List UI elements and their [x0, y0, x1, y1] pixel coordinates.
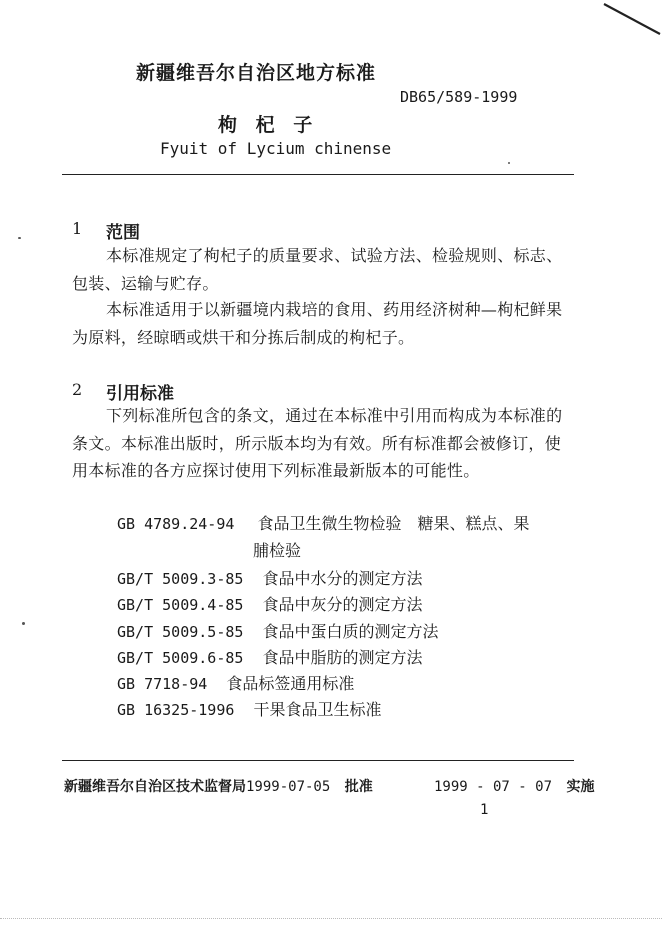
effective-label: 实施	[566, 779, 595, 795]
document-title-en: Fyuit of Lycium chinense	[160, 139, 392, 158]
reference-item	[117, 511, 530, 534]
issuer-title: 新疆维吾尔自治区地方标准	[136, 62, 377, 84]
footer-rule	[62, 760, 574, 761]
section-2-number: 2	[72, 380, 83, 399]
section-2-heading: 引用标准	[106, 384, 174, 404]
reference-code: GB/T 5009.4-85	[117, 596, 244, 614]
reference-title: 食品中水分的测定方法	[262, 569, 423, 588]
scan-corner-mark	[600, 0, 662, 40]
reference-title: 食品中灰分的测定方法	[262, 595, 423, 614]
reference-item	[117, 619, 439, 642]
scan-speck	[18, 237, 21, 239]
reference-code: GB 16325-1996	[117, 701, 235, 719]
reference-code: GB/T 5009.6-85	[117, 649, 244, 667]
reference-item	[117, 566, 423, 589]
header-rule	[62, 174, 574, 175]
page-number: 1	[480, 802, 489, 818]
section-1-paragraph-1: 本标准规定了枸杞子的质量要求、试验方法、检验规则、标志、包装、运输与贮存。	[72, 246, 563, 293]
reference-title: 食品卫生微生物检验 糖果、糕点、果	[257, 514, 530, 533]
reference-code: GB/T 5009.3-85	[117, 570, 244, 588]
reference-item	[117, 671, 354, 694]
reference-code: GB 4789.24-94	[117, 515, 235, 533]
approval-line	[64, 776, 373, 796]
section-1-paragraph-2: 本标准适用于以新疆境内栽培的食用、药用经济树种—枸杞鲜果为原料，经晾晒或烘干和分拣后制成的枸杞子。	[72, 300, 563, 347]
scan-speck	[22, 622, 25, 625]
scan-speck	[508, 162, 510, 164]
effective-date: 1999 - 07 - 07	[434, 779, 553, 795]
document-title-cn: 枸 杞 子	[218, 114, 319, 136]
reference-code: GB 7718-94	[117, 675, 208, 693]
reference-title: 干果食品卫生标准	[253, 700, 382, 719]
reference-item	[117, 645, 423, 668]
approver-name: 新疆维吾尔自治区技术监督局	[64, 779, 246, 795]
reference-title-continued: 脯检验	[253, 541, 302, 560]
section-1-number: 1	[72, 219, 83, 238]
reference-title: 食品中蛋白质的测定方法	[262, 622, 439, 641]
reference-item	[117, 697, 382, 720]
section-1-heading: 范围	[106, 223, 140, 243]
approve-label: 批准	[344, 779, 373, 795]
section-2-paragraph-1: 下列标准所包含的条文，通过在本标准中引用而构成为本标准的条文。本标准出版时，所示版本均为有效。所有标准都会被修订，使用本标准的各方应探讨使用下列标准最新版本的可能性。	[72, 406, 563, 480]
reference-title: 食品中脂肪的测定方法	[262, 648, 423, 667]
approve-date: 1999-07-05	[246, 779, 331, 795]
effective-line	[434, 776, 594, 796]
reference-code: GB/T 5009.5-85	[117, 623, 244, 641]
scan-edge-noise	[0, 918, 662, 919]
reference-item-continuation	[253, 538, 301, 561]
reference-title: 食品标签通用标准	[226, 674, 355, 693]
reference-item	[117, 592, 423, 615]
standard-code: DB65/589-1999	[400, 88, 518, 106]
